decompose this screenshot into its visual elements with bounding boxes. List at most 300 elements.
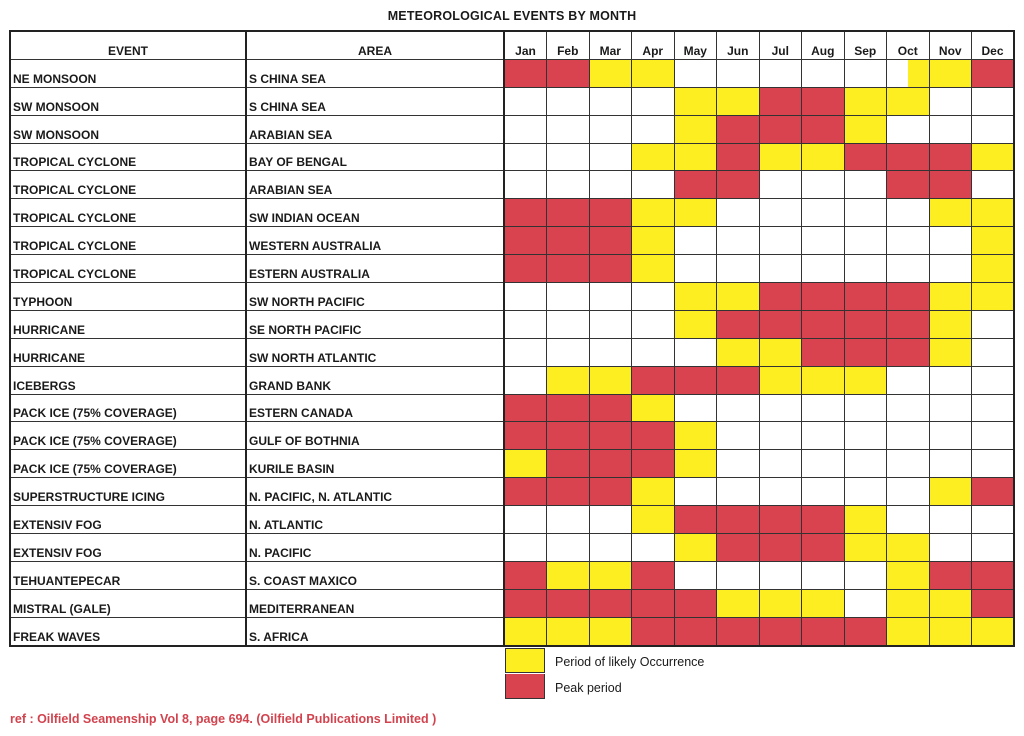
month-cell-dec [972, 506, 1015, 534]
month-cell-oct [887, 422, 930, 450]
month-cell-dec [972, 171, 1015, 199]
month-cell-aug [802, 589, 845, 617]
event-cell: TROPICAL CYCLONE [10, 171, 246, 199]
event-cell: SW MONSOON [10, 115, 246, 143]
month-cell-jul [759, 478, 802, 506]
area-cell: ESTERN CANADA [246, 394, 504, 422]
area-cell: KURILE BASIN [246, 450, 504, 478]
month-cell-jul [759, 283, 802, 311]
month-cell-jul [759, 338, 802, 366]
month-cell-nov [929, 199, 972, 227]
month-cell-oct [887, 199, 930, 227]
month-cell-feb [547, 534, 590, 562]
month-cell-feb [547, 366, 590, 394]
month-cell-feb [547, 450, 590, 478]
month-cell-jun [717, 59, 760, 87]
month-cell-dec [972, 199, 1015, 227]
month-cell-feb [547, 478, 590, 506]
month-cell-jan [504, 394, 547, 422]
month-cell-feb [547, 506, 590, 534]
month-cell-nov [929, 561, 972, 589]
month-cell-apr [632, 589, 675, 617]
month-cell-oct [887, 87, 930, 115]
month-cell-apr [632, 534, 675, 562]
area-cell: N. PACIFIC [246, 534, 504, 562]
month-cell-feb [547, 171, 590, 199]
month-cell-mar [589, 450, 632, 478]
month-cell-nov [929, 310, 972, 338]
month-cell-may [674, 199, 717, 227]
month-cell-sep [844, 506, 887, 534]
month-cell-mar [589, 310, 632, 338]
month-cell-dec [972, 366, 1015, 394]
month-cell-sep [844, 310, 887, 338]
month-cell-nov [929, 255, 972, 283]
month-cell-aug [802, 115, 845, 143]
month-cell-mar [589, 422, 632, 450]
month-cell-jul [759, 171, 802, 199]
month-header-aug: Aug [802, 31, 845, 59]
month-cell-dec [972, 283, 1015, 311]
month-cell-dec [972, 422, 1015, 450]
month-cell-feb [547, 255, 590, 283]
month-cell-nov [929, 143, 972, 171]
event-cell: TROPICAL CYCLONE [10, 227, 246, 255]
event-cell: HURRICANE [10, 338, 246, 366]
month-cell-jan [504, 115, 547, 143]
month-cell-nov [929, 450, 972, 478]
month-cell-apr [632, 87, 675, 115]
month-cell-mar [589, 59, 632, 87]
month-cell-jun [717, 450, 760, 478]
month-cell-jul [759, 59, 802, 87]
month-cell-mar [589, 506, 632, 534]
month-cell-feb [547, 143, 590, 171]
area-cell: S CHINA SEA [246, 59, 504, 87]
table-row [10, 338, 1014, 366]
month-header-may: May [674, 31, 717, 59]
month-cell-jun [717, 589, 760, 617]
month-cell-dec [972, 561, 1015, 589]
month-cell-oct [887, 338, 930, 366]
month-cell-nov [929, 394, 972, 422]
month-cell-nov [929, 227, 972, 255]
month-cell-mar [589, 255, 632, 283]
month-cell-oct [887, 143, 930, 171]
month-cell-nov [929, 338, 972, 366]
event-cell: TYPHOON [10, 283, 246, 311]
month-cell-oct [887, 171, 930, 199]
month-cell-sep [844, 394, 887, 422]
month-cell-jan [504, 450, 547, 478]
area-cell: S. COAST MAXICO [246, 561, 504, 589]
month-cell-nov [929, 87, 972, 115]
event-cell: NE MONSOON [10, 59, 246, 87]
month-cell-mar [589, 366, 632, 394]
month-cell-may [674, 422, 717, 450]
month-cell-apr [632, 561, 675, 589]
month-cell-jan [504, 171, 547, 199]
area-cell: SE NORTH PACIFIC [246, 310, 504, 338]
month-cell-dec [972, 478, 1015, 506]
reference-note: ref : Oilfield Seamenship Vol 8, page 694. (Oilfield Publications Limited ) [10, 712, 437, 726]
month-cell-jun [717, 87, 760, 115]
area-cell: BAY OF BENGAL [246, 143, 504, 171]
month-cell-may [674, 589, 717, 617]
table-row [10, 450, 1014, 478]
month-cell-feb [547, 310, 590, 338]
event-cell: SUPERSTRUCTURE ICING [10, 478, 246, 506]
month-cell-jul [759, 506, 802, 534]
month-cell-oct [887, 450, 930, 478]
event-cell: PACK ICE (75% COVERAGE) [10, 450, 246, 478]
month-cell-oct [887, 534, 930, 562]
month-cell-sep [844, 143, 887, 171]
month-header-apr: Apr [632, 31, 675, 59]
month-header-oct: Oct [887, 31, 930, 59]
area-cell: SW NORTH PACIFIC [246, 283, 504, 311]
month-cell-nov [929, 366, 972, 394]
month-cell-jul [759, 422, 802, 450]
month-cell-jan [504, 338, 547, 366]
month-cell-jun [717, 143, 760, 171]
month-cell-may [674, 617, 717, 645]
month-cell-jun [717, 534, 760, 562]
event-cell: EXTENSIV FOG [10, 506, 246, 534]
month-cell-dec [972, 589, 1015, 617]
month-cell-jan [504, 366, 547, 394]
month-cell-feb [547, 115, 590, 143]
month-cell-aug [802, 534, 845, 562]
month-header-sep: Sep [844, 31, 887, 59]
month-cell-aug [802, 283, 845, 311]
area-cell: MEDITERRANEAN [246, 589, 504, 617]
month-cell-sep [844, 478, 887, 506]
month-cell-oct [887, 617, 930, 645]
month-cell-may [674, 171, 717, 199]
table-row [10, 617, 1014, 645]
table-row [10, 171, 1014, 199]
month-cell-may [674, 255, 717, 283]
month-header-jan: Jan [504, 31, 547, 59]
event-cell: EXTENSIV FOG [10, 534, 246, 562]
month-cell-aug [802, 255, 845, 283]
month-cell-jun [717, 283, 760, 311]
month-cell-sep [844, 283, 887, 311]
month-cell-jan [504, 589, 547, 617]
month-cell-may [674, 87, 717, 115]
month-cell-sep [844, 87, 887, 115]
month-cell-dec [972, 143, 1015, 171]
month-cell-feb [547, 59, 590, 87]
month-cell-oct [887, 59, 930, 87]
event-cell: PACK ICE (75% COVERAGE) [10, 422, 246, 450]
table-row [10, 589, 1014, 617]
table-row [10, 310, 1014, 338]
month-cell-mar [589, 143, 632, 171]
table-row [10, 59, 1014, 87]
month-cell-mar [589, 199, 632, 227]
table-row [10, 394, 1014, 422]
month-cell-aug [802, 561, 845, 589]
month-cell-may [674, 310, 717, 338]
month-cell-may [674, 478, 717, 506]
month-cell-dec [972, 87, 1015, 115]
page-title: METEOROLOGICAL EVENTS BY MONTH [387, 9, 637, 23]
month-cell-may [674, 450, 717, 478]
month-cell-feb [547, 338, 590, 366]
month-cell-jan [504, 255, 547, 283]
month-cell-may [674, 561, 717, 589]
month-cell-nov [929, 506, 972, 534]
month-cell-jan [504, 478, 547, 506]
month-cell-nov [929, 478, 972, 506]
month-cell-aug [802, 199, 845, 227]
month-cell-sep [844, 171, 887, 199]
month-cell-dec [972, 310, 1015, 338]
month-cell-jul [759, 199, 802, 227]
month-cell-sep [844, 561, 887, 589]
month-cell-oct [887, 115, 930, 143]
month-cell-feb [547, 617, 590, 645]
area-cell: SW NORTH ATLANTIC [246, 338, 504, 366]
area-cell: N. ATLANTIC [246, 506, 504, 534]
area-cell: ARABIAN SEA [246, 171, 504, 199]
month-cell-may [674, 59, 717, 87]
month-cell-sep [844, 617, 887, 645]
month-cell-jul [759, 87, 802, 115]
month-cell-jul [759, 617, 802, 645]
month-cell-oct [887, 394, 930, 422]
month-header-mar: Mar [589, 31, 632, 59]
month-cell-nov [929, 534, 972, 562]
month-cell-sep [844, 115, 887, 143]
month-cell-may [674, 143, 717, 171]
month-cell-mar [589, 338, 632, 366]
month-cell-may [674, 394, 717, 422]
month-cell-jun [717, 199, 760, 227]
column-header-event: EVENT [10, 31, 246, 59]
month-cell-jan [504, 227, 547, 255]
area-cell: GRAND BANK [246, 366, 504, 394]
month-cell-apr [632, 310, 675, 338]
month-cell-jul [759, 227, 802, 255]
month-cell-jul [759, 561, 802, 589]
area-cell: WESTERN AUSTRALIA [246, 227, 504, 255]
month-cell-oct [887, 255, 930, 283]
month-cell-jan [504, 143, 547, 171]
month-cell-may [674, 534, 717, 562]
month-cell-jan [504, 199, 547, 227]
month-cell-apr [632, 143, 675, 171]
month-cell-apr [632, 422, 675, 450]
month-cell-mar [589, 394, 632, 422]
month-cell-jul [759, 589, 802, 617]
month-cell-oct [887, 227, 930, 255]
month-cell-mar [589, 87, 632, 115]
month-cell-aug [802, 171, 845, 199]
likely-swatch [505, 648, 545, 673]
month-cell-jun [717, 366, 760, 394]
table-header-row [10, 31, 1014, 59]
month-cell-apr [632, 506, 675, 534]
month-cell-dec [972, 450, 1015, 478]
month-cell-dec [972, 394, 1015, 422]
month-cell-jul [759, 143, 802, 171]
month-cell-aug [802, 366, 845, 394]
month-cell-feb [547, 422, 590, 450]
month-cell-aug [802, 227, 845, 255]
area-cell: ARABIAN SEA [246, 115, 504, 143]
month-cell-mar [589, 478, 632, 506]
event-cell: FREAK WAVES [10, 617, 246, 645]
table-row [10, 255, 1014, 283]
month-cell-feb [547, 283, 590, 311]
month-cell-dec [972, 534, 1015, 562]
month-cell-sep [844, 422, 887, 450]
month-cell-jul [759, 115, 802, 143]
event-cell: HURRICANE [10, 310, 246, 338]
month-cell-jul [759, 534, 802, 562]
area-cell: S. AFRICA [246, 617, 504, 645]
month-cell-feb [547, 87, 590, 115]
month-cell-feb [547, 589, 590, 617]
month-cell-jan [504, 506, 547, 534]
month-cell-sep [844, 59, 887, 87]
month-cell-may [674, 115, 717, 143]
month-cell-dec [972, 227, 1015, 255]
month-cell-apr [632, 478, 675, 506]
month-cell-aug [802, 310, 845, 338]
month-cell-nov [929, 59, 972, 87]
events-table [9, 30, 1015, 647]
month-cell-nov [929, 422, 972, 450]
area-cell: ESTERN AUSTRALIA [246, 255, 504, 283]
month-cell-jun [717, 478, 760, 506]
month-cell-jan [504, 561, 547, 589]
table-row [10, 143, 1014, 171]
month-cell-dec [972, 255, 1015, 283]
month-cell-sep [844, 589, 887, 617]
month-cell-sep [844, 534, 887, 562]
month-cell-dec [972, 59, 1015, 87]
area-cell: SW INDIAN OCEAN [246, 199, 504, 227]
month-cell-aug [802, 422, 845, 450]
month-cell-jun [717, 310, 760, 338]
month-cell-jan [504, 617, 547, 645]
month-cell-oct [887, 589, 930, 617]
month-cell-oct [887, 506, 930, 534]
month-cell-jul [759, 366, 802, 394]
month-cell-apr [632, 617, 675, 645]
month-cell-dec [972, 338, 1015, 366]
table-row [10, 422, 1014, 450]
month-cell-may [674, 338, 717, 366]
month-cell-jun [717, 561, 760, 589]
table-row [10, 478, 1014, 506]
month-cell-dec [972, 115, 1015, 143]
month-cell-jan [504, 310, 547, 338]
peak-swatch [505, 674, 545, 699]
month-cell-oct [887, 478, 930, 506]
month-cell-may [674, 227, 717, 255]
month-cell-mar [589, 534, 632, 562]
month-cell-jan [504, 422, 547, 450]
month-cell-sep [844, 450, 887, 478]
month-cell-oct [887, 561, 930, 589]
month-cell-aug [802, 394, 845, 422]
month-cell-apr [632, 283, 675, 311]
month-cell-nov [929, 589, 972, 617]
month-cell-feb [547, 199, 590, 227]
event-cell: TROPICAL CYCLONE [10, 199, 246, 227]
month-cell-mar [589, 561, 632, 589]
legend-label-peak: Peak period [555, 681, 622, 695]
month-cell-jun [717, 617, 760, 645]
month-cell-nov [929, 171, 972, 199]
month-cell-nov [929, 617, 972, 645]
table-row [10, 534, 1014, 562]
month-cell-oct [887, 310, 930, 338]
event-cell: PACK ICE (75% COVERAGE) [10, 394, 246, 422]
month-header-jun: Jun [717, 31, 760, 59]
month-cell-apr [632, 450, 675, 478]
month-cell-sep [844, 338, 887, 366]
area-cell: S CHINA SEA [246, 87, 504, 115]
month-cell-jun [717, 255, 760, 283]
month-cell-mar [589, 227, 632, 255]
month-cell-feb [547, 227, 590, 255]
month-cell-aug [802, 506, 845, 534]
month-cell-aug [802, 87, 845, 115]
month-header-dec: Dec [972, 31, 1015, 59]
month-cell-jul [759, 394, 802, 422]
month-cell-jun [717, 394, 760, 422]
month-cell-jan [504, 283, 547, 311]
month-cell-may [674, 366, 717, 394]
event-cell: ICEBERGS [10, 366, 246, 394]
month-cell-jul [759, 255, 802, 283]
month-cell-mar [589, 115, 632, 143]
month-cell-apr [632, 338, 675, 366]
table-row [10, 366, 1014, 394]
month-cell-apr [632, 199, 675, 227]
table-row [10, 199, 1014, 227]
event-cell: TROPICAL CYCLONE [10, 143, 246, 171]
month-cell-aug [802, 338, 845, 366]
event-cell: SW MONSOON [10, 87, 246, 115]
month-cell-may [674, 506, 717, 534]
month-cell-dec [972, 617, 1015, 645]
month-cell-nov [929, 283, 972, 311]
month-cell-jun [717, 115, 760, 143]
month-cell-aug [802, 143, 845, 171]
event-cell: TEHUANTEPECAR [10, 561, 246, 589]
month-cell-jun [717, 227, 760, 255]
month-cell-aug [802, 617, 845, 645]
month-cell-sep [844, 255, 887, 283]
month-cell-jun [717, 171, 760, 199]
month-header-nov: Nov [929, 31, 972, 59]
month-cell-nov [929, 115, 972, 143]
month-header-feb: Feb [547, 31, 590, 59]
table-row [10, 283, 1014, 311]
month-header-jul: Jul [759, 31, 802, 59]
month-cell-mar [589, 617, 632, 645]
table-row [10, 87, 1014, 115]
month-cell-apr [632, 115, 675, 143]
month-cell-aug [802, 478, 845, 506]
